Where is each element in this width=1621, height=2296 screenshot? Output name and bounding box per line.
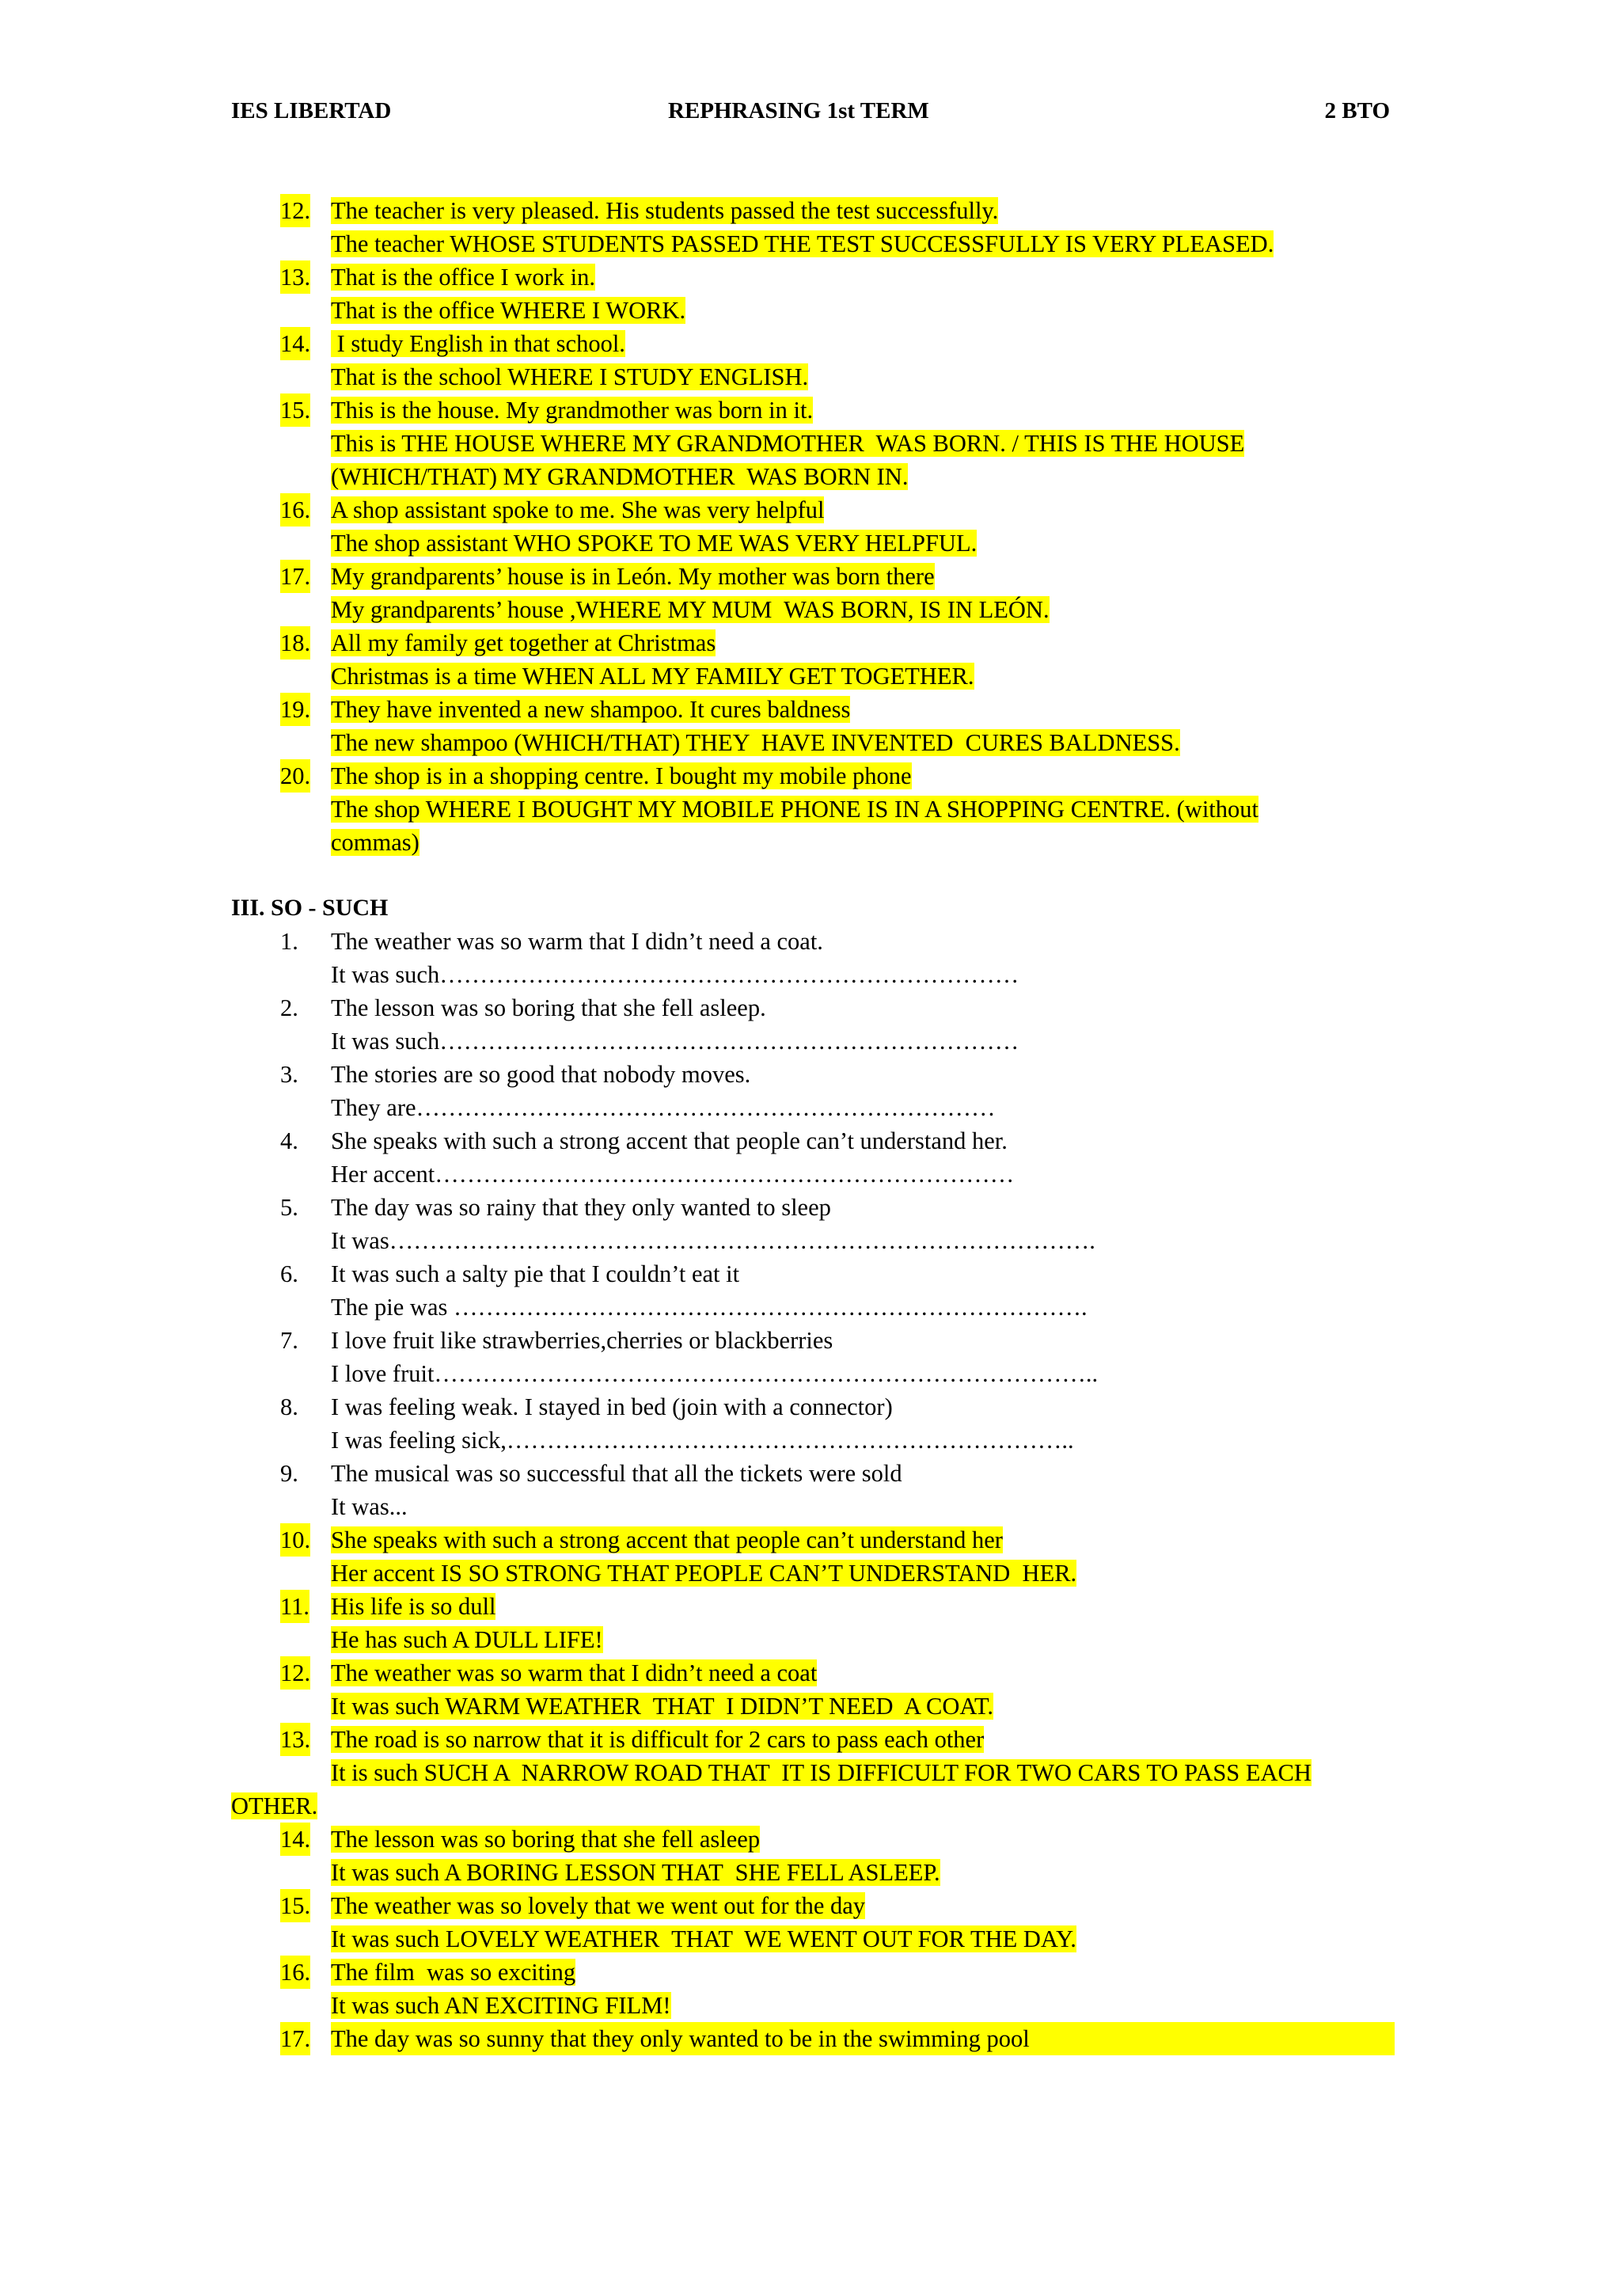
item-number: 11. [280, 1590, 309, 1623]
list-item [231, 1324, 1390, 1390]
item-answer: That is the school WHERE I STUDY ENGLISH. [331, 363, 809, 390]
item-answer-blank: I was feeling sick,…………………………………………………………….. [331, 1427, 1074, 1454]
item-answer: The shop WHERE I BOUGHT MY MOBILE PHONE IS IN A SHOPPING CENTRE. (without [331, 796, 1259, 823]
item-answer: He has such A DULL LIFE! [331, 1626, 603, 1653]
item-answer-blank: Her accent……………………………………………………………… [331, 1161, 1015, 1188]
item-question: The lesson was so boring that she fell asleep. [331, 994, 766, 1021]
item-question: I was feeling weak. I stayed in bed (join with a connector) [331, 1393, 893, 1420]
list-item [231, 626, 1390, 693]
item-answer-continued: (WHICH/THAT) MY GRANDMOTHER WAS BORN IN. [331, 463, 909, 490]
item-answer: That is the office WHERE I WORK. [331, 297, 686, 324]
list-item [231, 759, 1390, 859]
item-number: 16. [280, 493, 310, 526]
item-question: The shop is in a shopping centre. I bought my mobile phone [331, 762, 912, 789]
list-item [231, 260, 1390, 327]
item-number: 12. [280, 194, 310, 227]
list-item [231, 1590, 1390, 1656]
list-item [231, 1124, 1390, 1191]
list-item [231, 1656, 1390, 1723]
list-item [231, 1191, 1390, 1257]
item-question: The stories are so good that nobody moves. [331, 1061, 751, 1088]
item-answer: It was such WARM WEATHER THAT I DIDN’T NEED A COAT. [331, 1693, 994, 1720]
item-question: The film was so exciting [331, 1959, 576, 1986]
header-title: REPHRASING 1st TERM [668, 98, 929, 124]
item-answer: The shop assistant WHO SPOKE TO ME WAS VERY HELPFUL. [331, 530, 978, 557]
item-answer-continued: commas) [331, 829, 419, 856]
item-number: 13. [280, 260, 310, 294]
item-answer: It was such A BORING LESSON THAT SHE FELL ASLEEP. [331, 1859, 940, 1886]
item-answer: It was such LOVELY WEATHER THAT WE WENT OUT FOR THE DAY. [331, 1925, 1076, 1952]
item-number: 5. [280, 1194, 298, 1221]
item-answer-blank: They are……………………………………………………………… [331, 1094, 996, 1121]
section-title: III. SO - SUCH [231, 895, 389, 921]
item-question: The road is so narrow that it is difficult for 2 cars to pass each other [331, 1726, 985, 1753]
item-answer: Her accent IS SO STRONG THAT PEOPLE CAN’T UNDERSTAND HER. [331, 1560, 1077, 1587]
item-number: 2. [280, 994, 298, 1021]
item-answer-blank: It was such……………………………………………………………… [331, 1028, 1019, 1055]
item-question: That is the office I work in. [331, 264, 595, 291]
item-answer: It is such SUCH A NARROW ROAD THAT IT IS DIFFICULT FOR TWO CARS TO PASS EACH [331, 1759, 1312, 1786]
item-question: The day was so rainy that they only wanted to sleep [331, 1194, 831, 1221]
list-item [231, 1058, 1390, 1124]
item-question: The day was so sunny that they only wanted to be in the swimming pool [331, 2022, 1395, 2055]
item-number: 19. [280, 693, 310, 726]
item-question: I study English in that school. [331, 330, 625, 357]
item-number: 6. [280, 1260, 298, 1287]
page-header [231, 98, 1390, 130]
item-question: The musical was so successful that all the tickets were sold [331, 1460, 902, 1487]
item-number: 18. [280, 626, 310, 660]
list-item [231, 393, 1390, 493]
item-number: 14. [280, 1823, 310, 1856]
list-item [231, 1457, 1390, 1523]
item-number: 3. [280, 1061, 298, 1088]
list-item [231, 1889, 1390, 1956]
list-item [231, 693, 1390, 759]
item-answer-continued: OTHER. [231, 1792, 318, 1819]
item-number: 7. [280, 1327, 298, 1354]
list-item [231, 1723, 1390, 1823]
item-number: 8. [280, 1393, 298, 1420]
item-question: They have invented a new shampoo. It cures baldness [331, 696, 851, 723]
item-question: The weather was so lovely that we went out for the day [331, 1892, 866, 1919]
item-question: His life is so dull [331, 1593, 496, 1620]
item-question: All my family get together at Christmas [331, 629, 716, 656]
item-number: 9. [280, 1460, 298, 1487]
item-answer-blank: I love fruit……………………………………………………………………….. [331, 1360, 1099, 1387]
list-item [231, 991, 1390, 1058]
item-question: The lesson was so boring that she fell asleep [331, 1826, 761, 1853]
item-number: 10. [280, 1523, 310, 1557]
item-question: She speaks with such a strong accent that people can’t understand her [331, 1526, 1003, 1553]
item-question: It was such a salty pie that I couldn’t eat it [331, 1260, 740, 1287]
item-number: 14. [280, 327, 310, 360]
header-school: IES LIBERTAD [231, 98, 392, 124]
item-answer-blank: It was……………………………………………………………………………. [331, 1227, 1095, 1254]
item-question: The teacher is very pleased. His students passed the test successfully. [331, 197, 999, 224]
list-item [231, 1257, 1390, 1324]
item-answer-blank: It was... [331, 1493, 408, 1520]
item-number: 17. [280, 560, 310, 593]
list-item [231, 925, 1390, 991]
list-item [231, 194, 1390, 260]
item-answer-blank: The pie was ……………………………………………………………………. [331, 1294, 1088, 1321]
item-question: The weather was so warm that I didn’t need a coat [331, 1659, 818, 1686]
list-item [231, 1390, 1390, 1457]
item-answer-blank: It was such……………………………………………………………… [331, 961, 1019, 988]
item-answer: This is THE HOUSE WHERE MY GRANDMOTHER WAS BORN. / THIS IS THE HOUSE [331, 430, 1245, 457]
list-item [231, 493, 1390, 560]
list-item [231, 1523, 1390, 1590]
item-question: I love fruit like strawberries,cherries or blackberries [331, 1327, 833, 1354]
list-item [231, 1823, 1390, 1889]
item-answer: The teacher WHOSE STUDENTS PASSED THE TEST SUCCESSFULLY IS VERY PLEASED. [331, 230, 1274, 257]
item-question: A shop assistant spoke to me. She was very helpful [331, 496, 825, 523]
header-course: 2 BTO [1324, 98, 1390, 124]
item-answer: Christmas is a time WHEN ALL MY FAMILY GET TOGETHER. [331, 663, 974, 690]
item-number: 13. [280, 1723, 310, 1756]
item-answer: My grandparents’ house ,WHERE MY MUM WAS BORN, IS IN LEÓN. [331, 596, 1050, 623]
so-such-section [231, 891, 1390, 2055]
list-item [231, 560, 1390, 626]
item-question: My grandparents’ house is in León. My mother was born there [331, 563, 935, 590]
relative-clauses-answers [231, 194, 1390, 859]
item-question: She speaks with such a strong accent that people can’t understand her. [331, 1127, 1008, 1154]
item-number: 16. [280, 1956, 310, 1989]
item-number: 15. [280, 1889, 310, 1922]
list-item [231, 2022, 1390, 2055]
item-question: The weather was so warm that I didn’t need a coat. [331, 928, 823, 955]
item-answer: The new shampoo (WHICH/THAT) THEY HAVE INVENTED CURES BALDNESS. [331, 729, 1180, 756]
item-number: 17. [280, 2022, 310, 2055]
list-item [231, 1956, 1390, 2022]
item-number: 20. [280, 759, 310, 793]
list-item [231, 327, 1390, 393]
item-number: 12. [280, 1656, 310, 1690]
item-answer: It was such AN EXCITING FILM! [331, 1992, 671, 2019]
item-number: 4. [280, 1127, 298, 1154]
item-number: 15. [280, 393, 310, 427]
item-question: This is the house. My grandmother was born in it. [331, 397, 814, 424]
item-number: 1. [280, 928, 298, 955]
